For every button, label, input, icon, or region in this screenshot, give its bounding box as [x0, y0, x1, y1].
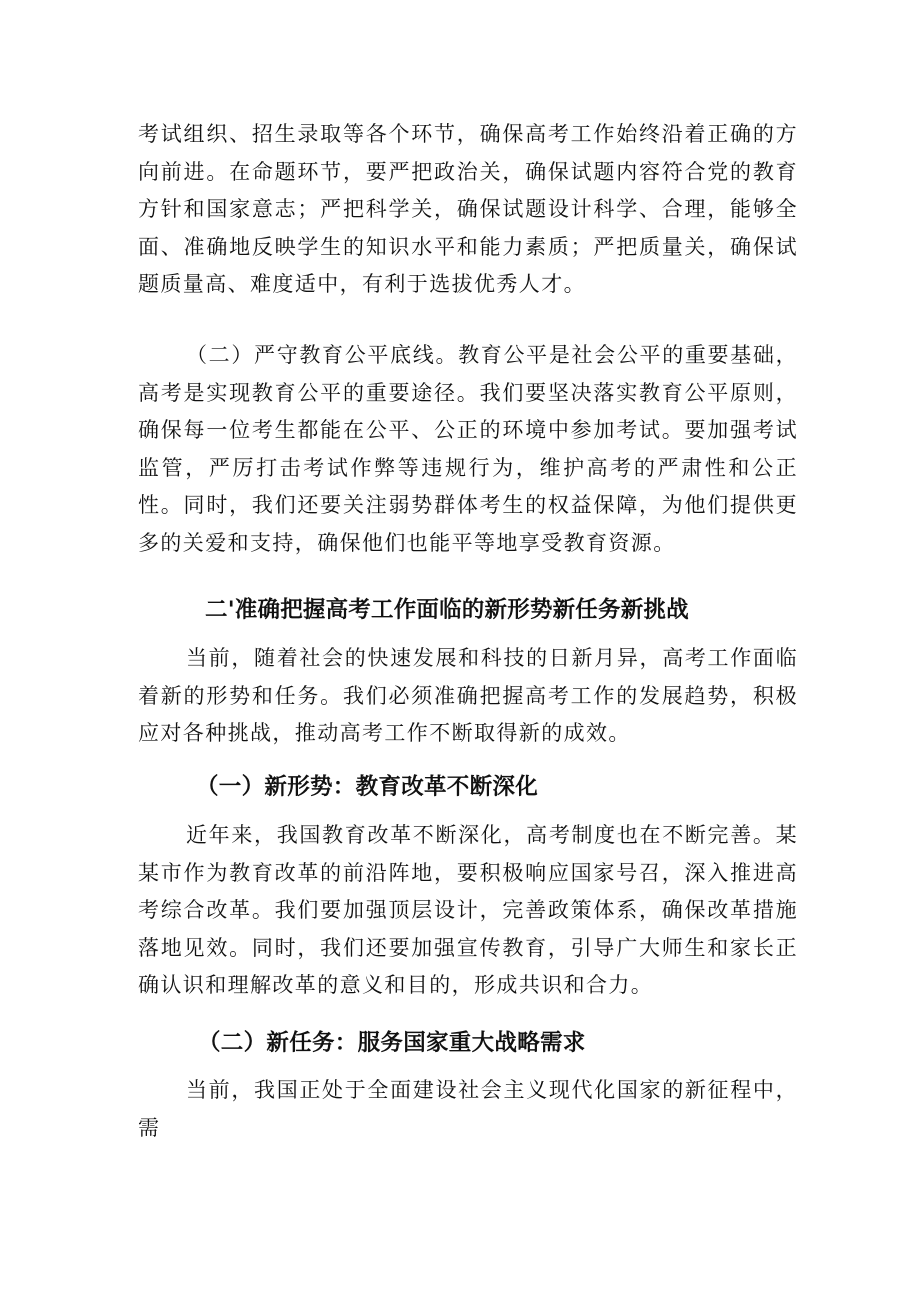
- subheading-new-situation: （一）新形势：教育改革不断深化: [196, 774, 539, 800]
- paragraph-education-reform: 近年来，我国教育改革不断深化，高考制度也在不断完善。某某市作为教育改革的前沿阵地，要积极响应国家号召，深入推进高考综合改革。我们要加强顶层设计，完善政策体系，确保改革措施落地见效。同时，我们还要加强宣传教育，引导广大师生和家长正确认识和理解改革的意义和目的，形成共识和合力。: [138, 823, 798, 997]
- paragraph-education-fairness: （二）严守教育公平底线。教育公平是社会公平的重要基础，高考是实现教育公平的重要途径。我们要坚决落实教育公平原则，确保每一位考生都能在公平、公正的环境中参加考试。要加强考试监管，严厉打击考试作弊等违规行为，维护高考的严肃性和公正性。同时，我们还要关注弱势群体考生的权益保障，为他们提供更多的关爱和支持，确保他们也能平等地享受教育资源。: [138, 343, 798, 555]
- paragraph-exam-organization: 考试组织、招生录取等各个环节，确保高考工作始终沿着正确的方向前进。在命题环节，要严把政治关，确保试题内容符合党的教育方针和国家意志；严把科学关，确保试题设计科学、合理，能够全面、准确地反映学生的知识水平和能力素质；严把质量关，确保试题质量高、难度适中，有利于选拔优秀人才。: [138, 122, 798, 296]
- paragraph-national-strategy: 当前，我国正处于全面建设社会主义现代化国家的新征程中，需: [138, 1078, 798, 1140]
- paragraph-current-situation: 当前，随着社会的快速发展和科技的日新月异，高考工作面临着新的形势和任务。我们必须准确把握高考工作的发展趋势，积极应对各种挑战，推动高考工作不断取得新的成效。: [138, 646, 798, 745]
- section-heading-new-situation: 二'准确把握高考工作面临的新形势新任务新挑战: [205, 597, 689, 623]
- subheading-new-task: （二）新任务：服务国家重大战略需求: [198, 1030, 586, 1056]
